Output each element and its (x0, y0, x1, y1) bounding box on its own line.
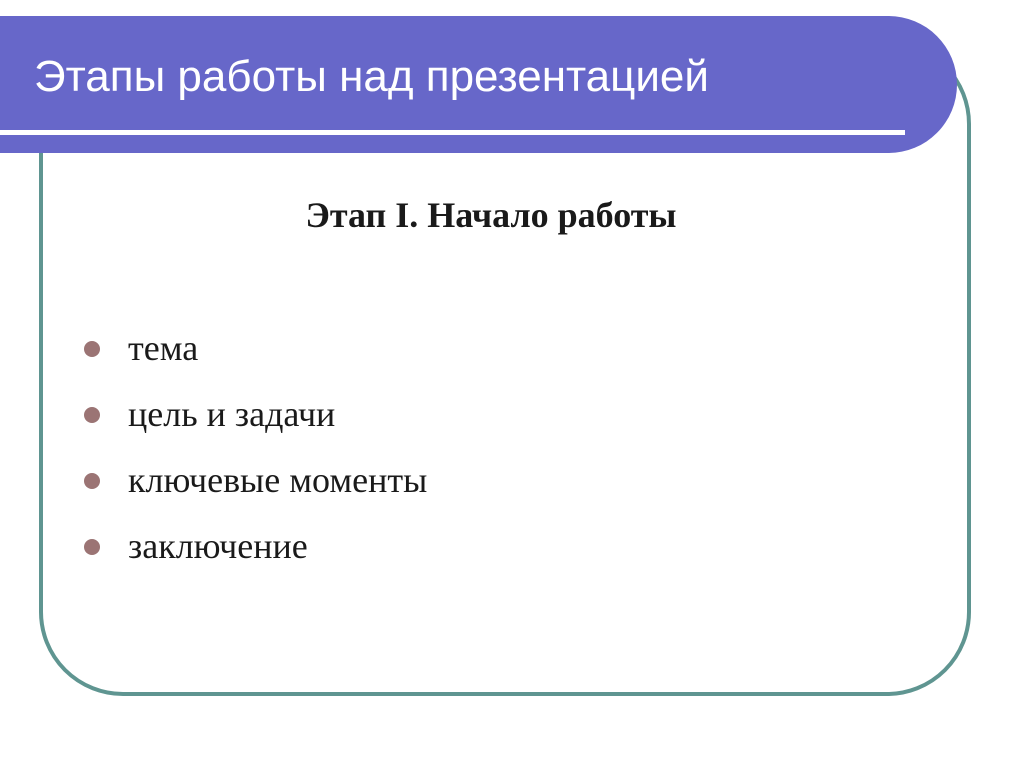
slide-subheading: Этап I. Начало работы (305, 195, 677, 235)
bullet-text: заключение (128, 526, 308, 566)
bullet-text: цель и задачи (128, 394, 336, 434)
bullet-icon (84, 341, 100, 357)
bullet-icon (84, 539, 100, 555)
bullet-icon (84, 407, 100, 423)
bullet-text: ключевые моменты (128, 460, 428, 500)
bullet-text: тема (128, 328, 199, 368)
slide-title: Этапы работы над презентацией (34, 52, 709, 101)
bullet-icon (84, 473, 100, 489)
title-underline (0, 130, 905, 135)
